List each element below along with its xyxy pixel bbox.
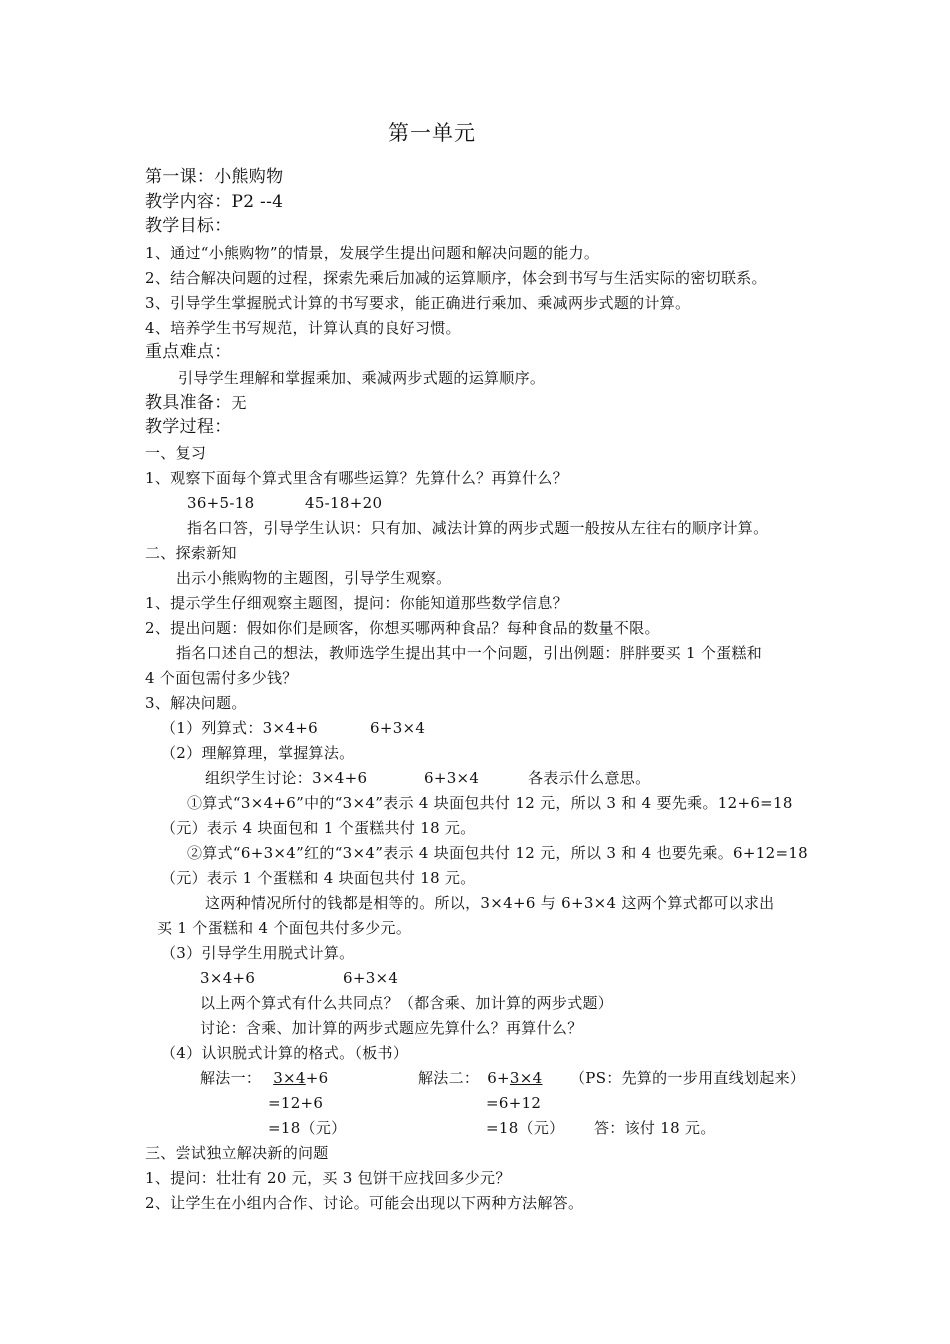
step-2: （2）理解算理，掌握算法。 — [161, 744, 355, 762]
section-explore-heading: 二、探索新知 — [145, 544, 237, 562]
method-2-line-1 — [418, 1067, 542, 1089]
method-1-label: 解法一： — [200, 1069, 262, 1087]
new-problem-q1: 1、提问：壮壮有 20 元，买 3 包饼干应找回多少元？ — [145, 1169, 511, 1187]
explain-2: ②算式“6+3×4”红的“3×4”表示 4 块面包共付 12 元，所以 3 和 4 也要先乘。6+12=18 — [187, 844, 809, 862]
explain-3: 这两种情况所付的钱都是相等的。所以，3×4+6 与 6+3×4 这两个算式都可以求出 — [205, 894, 775, 912]
explore-point: 4 个面包需付多少钱？ — [145, 669, 298, 687]
method-2-label: 解法二： — [418, 1069, 480, 1087]
method-1-line-3: =18（元） — [268, 1119, 347, 1137]
method-2-line-2: =6+12 — [486, 1094, 542, 1112]
common-point: 以上两个算式有什么共同点？（都含乘、加计算的两步式题） — [200, 994, 614, 1012]
explore-intro: 出示小熊购物的主题图，引导学生观察。 — [176, 569, 452, 587]
method-2-pre: 6+ — [487, 1069, 510, 1087]
new-problem-q2: 2、让学生在小组内合作、讨论。可能会出现以下两种方法解答。 — [145, 1194, 584, 1212]
explore-point: 2、提出问题：假如你们是顾客，你想买哪两种食品？每种食品的数量不限。 — [145, 619, 660, 637]
step-1: （1）列算式：3×4+6 — [161, 719, 318, 737]
explore-point: 1、提示学生仔细观察主题图，提问：你能知道那些数学信息？ — [145, 594, 568, 612]
review-answer: 指名口答，引导学生认识：只有加、减法计算的两步式题一般按从左往右的顺序计算。 — [187, 519, 769, 537]
explain-1: ①算式“3×4+6”中的“3×4”表示 4 块面包共付 12 元，所以 3 和 4 要先乘。12+6=18 — [187, 794, 793, 812]
explain-2-cont: （元）表示 1 个蛋糕和 4 块面包共付 18 元。 — [161, 869, 476, 887]
tools-value: 无 — [231, 394, 247, 412]
key-heading: 重点难点： — [145, 342, 232, 362]
teaching-content: 教学内容：P2 --4 — [145, 192, 284, 212]
method-1-underlined: 3×4 — [273, 1069, 306, 1087]
page-title: 第一单元 — [388, 121, 476, 145]
explore-point: 3、解决问题。 — [145, 694, 247, 712]
ps-note: （PS：先算的一步用直线划起来） — [570, 1069, 806, 1087]
tools-label: 教具准备： — [145, 393, 232, 413]
tools-line — [145, 392, 247, 414]
step-3: （3）引导学生用脱式计算。 — [161, 944, 355, 962]
review-question: 1、观察下面每个算式里含有哪些运算？先算什么？再算什么？ — [145, 469, 568, 487]
method-2-underlined: 3×4 — [509, 1069, 543, 1087]
process-heading: 教学过程： — [145, 417, 232, 437]
method-1-rest: +6 — [305, 1069, 329, 1087]
step-4: （4）认识脱式计算的格式。（板书） — [161, 1044, 409, 1062]
discuss-2: 讨论：含乘、加计算的两步式题应先算什么？再算什么？ — [200, 1019, 583, 1037]
discuss-c: 各表示什么意思。 — [528, 769, 651, 787]
step-1-expr: 6+3×4 — [370, 719, 426, 737]
method-1-line-1 — [200, 1067, 328, 1089]
step-3-expr-a: 3×4+6 — [200, 969, 256, 987]
explore-point: 指名口述自己的想法，教师选学生提出其中一个问题，引出例题：胖胖要买 1 个蛋糕和 — [176, 644, 763, 662]
discuss-b: 6+3×4 — [424, 769, 480, 787]
goal-item: 3、引导学生掌握脱式计算的书写要求，能正确进行乘加、乘减两步式题的计算。 — [145, 294, 691, 312]
review-expr-a: 36+5-18 — [187, 494, 255, 512]
goal-item: 2、结合解决问题的过程，探索先乘后加减的运算顺序，体会到书写与生活实际的密切联系。 — [145, 269, 767, 287]
step-3-expr-b: 6+3×4 — [343, 969, 399, 987]
discuss-a: 组织学生讨论：3×4+6 — [205, 769, 368, 787]
explain-3-cont: 买 1 个蛋糕和 4 个面包共付多少元。 — [157, 919, 412, 937]
key-text: 引导学生理解和掌握乘加、乘减两步式题的运算顺序。 — [178, 369, 546, 387]
lesson-title: 第一课：小熊购物 — [145, 167, 284, 187]
goals-heading: 教学目标： — [145, 216, 232, 236]
review-expr-b: 45-18+20 — [305, 494, 383, 512]
method-2-line-3: =18（元） — [486, 1119, 565, 1137]
section-new-problem-heading: 三、尝试独立解决新的问题 — [145, 1144, 329, 1162]
explain-1-cont: （元）表示 4 块面包和 1 个蛋糕共付 18 元。 — [161, 819, 476, 837]
method-1-line-2: =12+6 — [268, 1094, 324, 1112]
final-answer: 答：该付 18 元。 — [594, 1119, 716, 1137]
goal-item: 4、培养学生书写规范，计算认真的良好习惯。 — [145, 319, 461, 337]
goal-item: 1、通过“小熊购物”的情景，发展学生提出问题和解决问题的能力。 — [145, 244, 600, 262]
section-review-heading: 一、复习 — [145, 444, 207, 462]
